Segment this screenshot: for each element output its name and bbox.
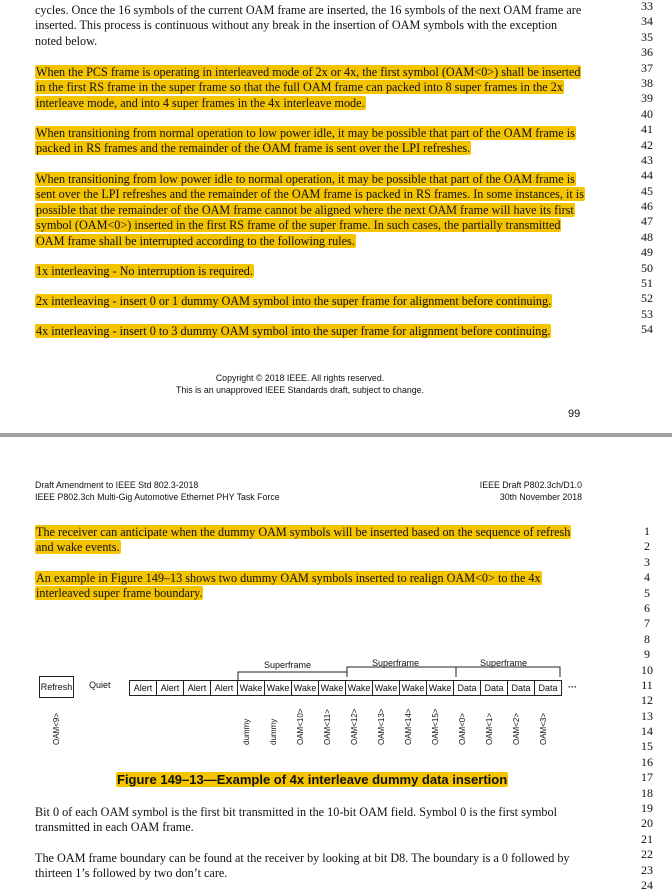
oam-symbol-label: dummy: [242, 718, 251, 745]
highlighted-text: 4x interleaving - insert 0 to 3 dummy OAM symbol into the super frame for alignment before continuing.: [36, 324, 551, 338]
line-number: 2: [644, 539, 650, 554]
line-numbers: [632, 524, 662, 893]
frame-cell: Data: [453, 680, 481, 696]
line-number: 21: [641, 831, 653, 846]
oam-symbol-label: OAM<12>: [350, 708, 359, 745]
frame-cell: Data: [534, 680, 562, 696]
highlighted-text: 1x interleaving - No interruption is required.: [36, 264, 253, 278]
line-number: 15: [641, 739, 653, 754]
line-number: 14: [641, 724, 653, 739]
line-number: 43: [641, 152, 653, 167]
page-100: [0, 467, 672, 892]
highlighted-text: When transitioning from normal operation to low power idle, it may be possible that part of the OAM frame is packed in RS frames and the remainder of the OAM frame is sent over the LPI refreshes.: [36, 126, 575, 156]
paragraph-text: cycles. Once the 16 symbols of the current OAM frame are inserted, the 16 symbols of the next OAM frame are inserted. This process is continuous without any break in the insertion of OAM symbols with the exception noted below.: [35, 3, 582, 48]
line-number: 7: [644, 616, 650, 631]
line-number: 8: [644, 631, 650, 646]
line-number: 24: [641, 877, 653, 892]
header-date: 30th November 2018: [499, 492, 582, 502]
superframe-brackets: [0, 467, 672, 767]
line-number: 47: [641, 214, 653, 229]
paragraph-text: Bit 0 of each OAM symbol is the first bit transmitted in the 10-bit OAM field. Symbol 0 is the first symbol transmitted in each OAM frame.: [35, 805, 557, 835]
frame-cell: Wake: [291, 680, 319, 696]
superframe-label: Superframe: [372, 658, 420, 668]
frame-cell: Wake: [426, 680, 454, 696]
frame-cell: Wake: [372, 680, 400, 696]
line-numbers: [632, 0, 662, 338]
copyright-line: Copyright © 2018 IEEE. All rights reserved.: [215, 373, 385, 383]
paragraph-bit0: [35, 805, 587, 836]
frame-cell: Wake: [399, 680, 427, 696]
line-number: 46: [641, 199, 653, 214]
highlighted-text: 2x interleaving - insert 0 or 1 dummy OAM symbol into the super frame for alignment before continuing.: [36, 294, 552, 308]
line-number: 53: [641, 306, 653, 321]
line-number: 36: [641, 45, 653, 60]
line-number: 42: [641, 137, 653, 152]
rule-1x: [35, 264, 587, 279]
line-number: 16: [641, 754, 653, 769]
line-number: 11: [641, 677, 653, 692]
header-task-force: IEEE P802.3ch Multi-Gig Automotive Ethernet PHY Task Force: [35, 492, 280, 502]
rule-4x: [35, 324, 587, 339]
frame-cell: Wake: [318, 680, 346, 696]
oam-symbol-label: OAM<10>: [296, 708, 305, 745]
frame-cell: Wake: [345, 680, 373, 696]
line-number: 13: [641, 708, 653, 723]
paragraph-oam-continuous: [35, 3, 587, 49]
oam-symbol-label: OAM<0>: [458, 712, 467, 745]
paragraph-boundary: [35, 851, 587, 882]
frame-cell: Alert: [210, 680, 238, 696]
line-number: 37: [641, 60, 653, 75]
highlighted-text: When transitioning from low power idle to normal operation, it may be possible that part of the OAM frame is sent over the LPI refreshes and the remainder of the OAM frame is packed in RS frames. In some instances, it is possible that the remainder of the OAM frame cannot be aligned where the next OAM frame will have its first symbol (OAM<0>) inserted in the first RS frame of the super frame. In such cases, the partially transmitted OAM frame shall be interrupted according to the following rules.: [36, 172, 584, 248]
figure-caption: [116, 772, 508, 787]
oam-symbol-label: dummy: [269, 718, 278, 745]
line-number: 18: [641, 785, 653, 800]
ellipsis: ···: [568, 682, 577, 692]
oam-symbol-label: OAM<13>: [377, 708, 386, 745]
line-number: 49: [641, 245, 653, 260]
oam-symbol-label: OAM<15>: [431, 708, 440, 745]
paragraph-normal-to-lpi: [35, 126, 587, 157]
rule-2x: [35, 294, 587, 309]
oam-symbol-label: OAM<9>: [52, 712, 61, 745]
paragraph-lpi-to-normal: [35, 172, 587, 249]
oam-symbol-label: OAM<2>: [512, 712, 521, 745]
frame-cell: Data: [507, 680, 535, 696]
line-number: 35: [641, 29, 653, 44]
frame-cell: Wake: [264, 680, 292, 696]
superframe-label: Superframe: [480, 658, 528, 668]
highlighted-text: When the PCS frame is operating in interleaved mode of 2x or 4x, the first symbol (OAM<0>) shall be inserted in the first RS frame in the super frame so that the full OAM frame can packed into 8 super frames in the 2x interleave mode, and into 4 super frames in the 4x interleave mode.: [36, 65, 581, 110]
line-number: 12: [641, 693, 653, 708]
highlighted-text: An example in Figure 149–13 shows two dummy OAM symbols inserted to realign OAM<0> to the 4x interleaved super frame boundary.: [36, 571, 541, 601]
line-number: 17: [641, 770, 653, 785]
caption-text: Figure 149–13—Example of 4x interleave dummy data insertion: [117, 772, 508, 787]
line-number: 40: [641, 106, 653, 121]
highlighted-text: The receiver can anticipate when the dummy OAM symbols will be inserted based on the sequence of refresh and wake events.: [36, 525, 571, 555]
line-number: 1: [644, 524, 650, 538]
line-number: 48: [641, 229, 653, 244]
line-number: 6: [644, 600, 650, 615]
frame-cell: Alert: [129, 680, 157, 696]
paragraph-text: The OAM frame boundary can be found at the receiver by looking at bit D8. The boundary is a 0 followed by thirteen 1’s followed by two don’t care.: [35, 851, 570, 881]
line-number: 22: [641, 847, 653, 862]
line-number: 20: [641, 816, 653, 831]
copyright-notice: [110, 372, 490, 396]
line-number: 3: [644, 554, 650, 569]
oam-symbol-label: OAM<1>: [485, 712, 494, 745]
page-99: [0, 0, 672, 433]
draft-notice: This is an unapproved IEEE Standards draft, subject to change.: [176, 385, 424, 395]
line-number: 19: [641, 801, 653, 816]
paragraph-interleaved-mode: [35, 65, 587, 111]
line-number: 4: [644, 570, 650, 585]
line-number: 41: [641, 122, 653, 137]
line-number: 50: [641, 260, 653, 275]
line-number: 54: [641, 322, 653, 337]
superframe-label: Superframe: [264, 660, 312, 670]
line-number: 34: [641, 14, 653, 29]
header-amendment: Draft Amendment to IEEE Std 802.3-2018: [35, 480, 199, 490]
oam-symbol-label: OAM<11>: [323, 709, 332, 745]
line-number: 33: [641, 0, 653, 13]
line-number: 44: [641, 168, 653, 183]
frame-cell: Data: [480, 680, 508, 696]
line-number: 45: [641, 183, 653, 198]
figure-149-13: [0, 467, 672, 767]
oam-symbol-label: OAM<14>: [404, 708, 413, 745]
page-number: 99: [568, 408, 581, 420]
line-number: 52: [641, 291, 653, 306]
line-number: 5: [644, 585, 650, 600]
refresh-cell: Refresh: [39, 676, 74, 698]
line-number: 9: [644, 647, 650, 662]
header-draft-id: IEEE Draft P802.3ch/D1.0: [479, 480, 582, 490]
page-separator: [0, 433, 672, 463]
line-number: 23: [641, 862, 653, 877]
oam-symbol-label: OAM<3>: [539, 712, 548, 745]
quiet-label: Quiet: [89, 680, 111, 690]
line-number: 39: [641, 91, 653, 106]
frame-cell: Wake: [237, 680, 265, 696]
line-number: 51: [641, 276, 653, 291]
frame-cell: Alert: [183, 680, 211, 696]
line-number: 38: [641, 75, 653, 90]
line-number: 10: [641, 662, 653, 677]
frame-cell: Alert: [156, 680, 184, 696]
